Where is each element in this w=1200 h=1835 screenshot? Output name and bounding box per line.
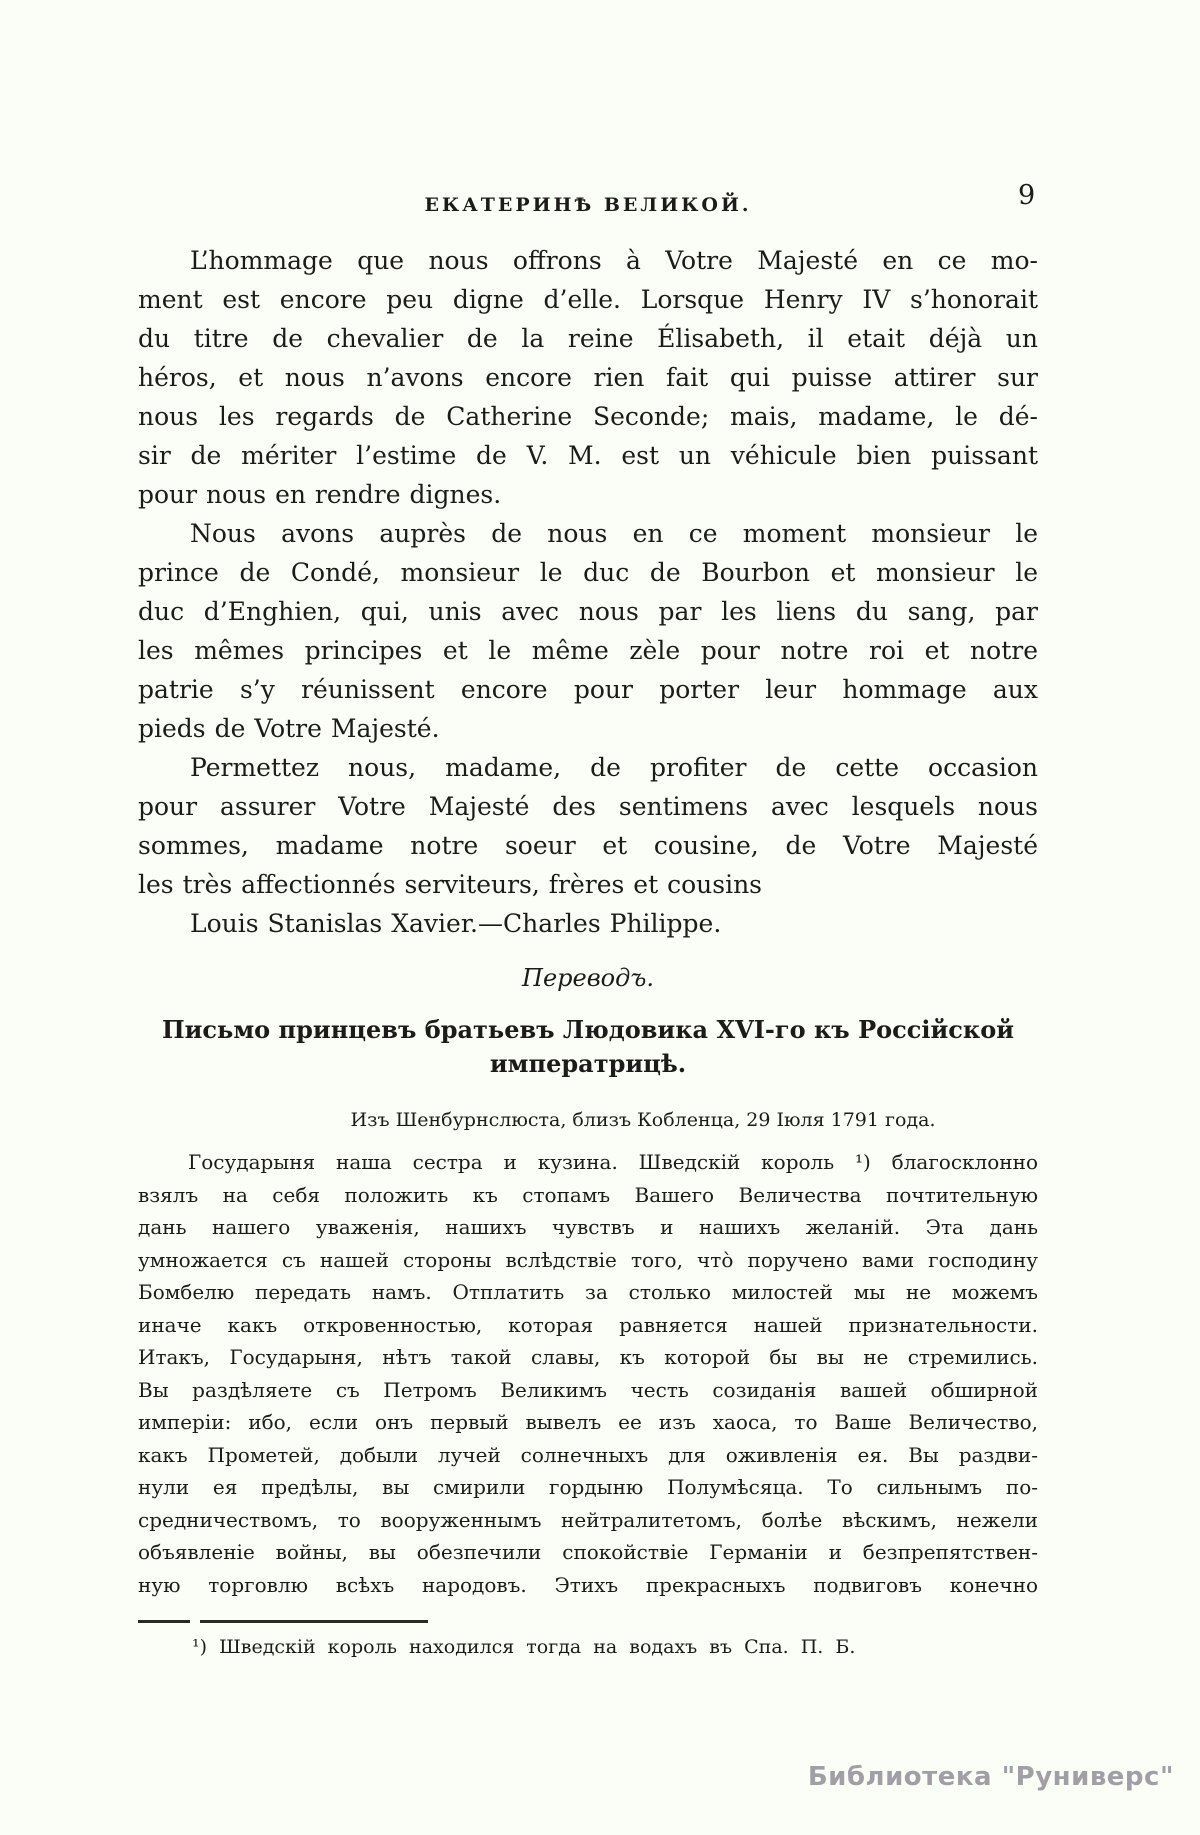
letter-line: ment est encore peu digne d’elle. Lorsque Henry IV s’honorait xyxy=(138,285,1038,314)
body-line: Бомбелю передать намъ. Отплатить за столько милостей мы не можемъ xyxy=(138,1280,1038,1304)
body-line: Итакъ, Государыня, нѣтъ такой славы, къ которой бы вы не стремились. xyxy=(138,1345,1038,1369)
translation-heading-line2: императрицѣ. xyxy=(489,1049,687,1078)
library-watermark: Библиотека "Руниверс" xyxy=(807,1762,1174,1792)
french-letter xyxy=(138,241,1038,943)
letter-line: pieds de Votre Majesté. xyxy=(138,714,440,743)
letter-line: sir de mériter l’estime de V. M. est un véhicule bien puissant xyxy=(138,441,1038,470)
translation-body xyxy=(138,1146,1038,1601)
footnote-separator xyxy=(138,1620,428,1623)
body-line: взялъ на себя положить къ стопамъ Вашего Величества почтительную xyxy=(138,1182,1038,1207)
body-line: дань нашего уваженія, нашихъ чувствъ и нашихъ желаній. Эта дань xyxy=(138,1215,1038,1239)
letter-line: duc d’Enghien, qui, unis avec nous par les liens du sang, par xyxy=(138,597,1038,626)
letter-line: les très affectionnés serviteurs, frères et cousins xyxy=(138,870,762,899)
dateline: Изъ Шенбурнслюста, близъ Кобленца, 29 Іюля 1791 года. xyxy=(350,1109,936,1131)
letter-line: Nous avons auprès de nous en ce moment monsieur le xyxy=(190,519,1038,548)
page-number: 9 xyxy=(1018,180,1036,211)
body-line: иначе какъ откровенностью, которая равняется нашей признательности. xyxy=(138,1312,1038,1337)
body-line: Вы раздѣляете съ Петромъ Великимъ честь созиданія вашей обширной xyxy=(138,1377,1038,1402)
signature-line: Louis Stanislas Xavier.—Charles Philippe. xyxy=(190,909,722,938)
body-line: ную торговлю всѣхъ народовъ. Этихъ прекрасныхъ подвиговъ конечно xyxy=(138,1572,1038,1597)
body-line: какъ Прометей, добыли лучей солнечныхъ для оживленія ея. Вы раздви- xyxy=(138,1442,1038,1467)
letter-line: patrie s’y réunissent encore pour porter leur hommage aux xyxy=(138,675,1038,704)
letter-line: les mêmes principes et le même zèle pour notre roi et notre xyxy=(138,636,1038,665)
running-title: ЕКАТЕРИНѢ ВЕЛИКОЙ. xyxy=(424,194,752,216)
footnote-separator-segment xyxy=(200,1620,428,1623)
body-line: средничествомъ, то вооруженнымъ нейтралитетомъ, болѣе вѣскимъ, нежели xyxy=(138,1507,1038,1532)
body-line: имперіи: ибо, если онъ первый вывелъ ее изъ хаоса, то Ваше Величество, xyxy=(138,1410,1038,1434)
letter-line: prince de Condé, monsieur le duc de Bourbon et monsieur le xyxy=(138,558,1038,587)
footnote-separator-segment xyxy=(138,1620,190,1623)
letter-line: héros, et nous n’avons encore rien fait qui puisse attirer sur xyxy=(138,363,1038,392)
body-line: нули ея предѣлы, вы смирили гордыню Полумѣсяца. То сильнымъ по- xyxy=(138,1475,1038,1499)
letter-line: pour assurer Votre Majesté des sentimens avec lesquels nous xyxy=(138,792,1038,821)
translation-heading-line1: Письмо принцевъ братьевъ Людовика XVI-го къ Россійской xyxy=(161,1015,1015,1044)
footnote: ¹) Шведскій король находился тогда на водахъ въ Спа. П. Б. xyxy=(192,1636,856,1658)
letter-line: du titre de chevalier de la reine Élisabeth, il etait déjà un xyxy=(138,324,1038,353)
letter-line: L’hommage que nous offrons à Votre Majesté en ce mo- xyxy=(190,246,1038,275)
body-line: умножается съ нашей стороны вслѣдствіе того, что̀ поручено вами господину xyxy=(138,1247,1038,1272)
section-title: Переводъ. xyxy=(522,964,654,992)
body-line: объявленіе войны, вы обезпечили спокойствіе Германіи и безпрепятствен- xyxy=(138,1540,1038,1564)
letter-line: pour nous en rendre dignes. xyxy=(138,480,502,509)
letter-line: nous les regards de Catherine Seconde; mais, madame, le dé- xyxy=(138,402,1038,431)
translation-heading xyxy=(138,1013,1038,1081)
letter-line: sommes, madame notre soeur et cousine, de Votre Majesté xyxy=(138,831,1038,860)
body-line: Государыня наша сестра и кузина. Шведскій король ¹) благосклонно xyxy=(188,1150,1038,1174)
letter-line: Permettez nous, madame, de profiter de cette occasion xyxy=(190,753,1038,782)
